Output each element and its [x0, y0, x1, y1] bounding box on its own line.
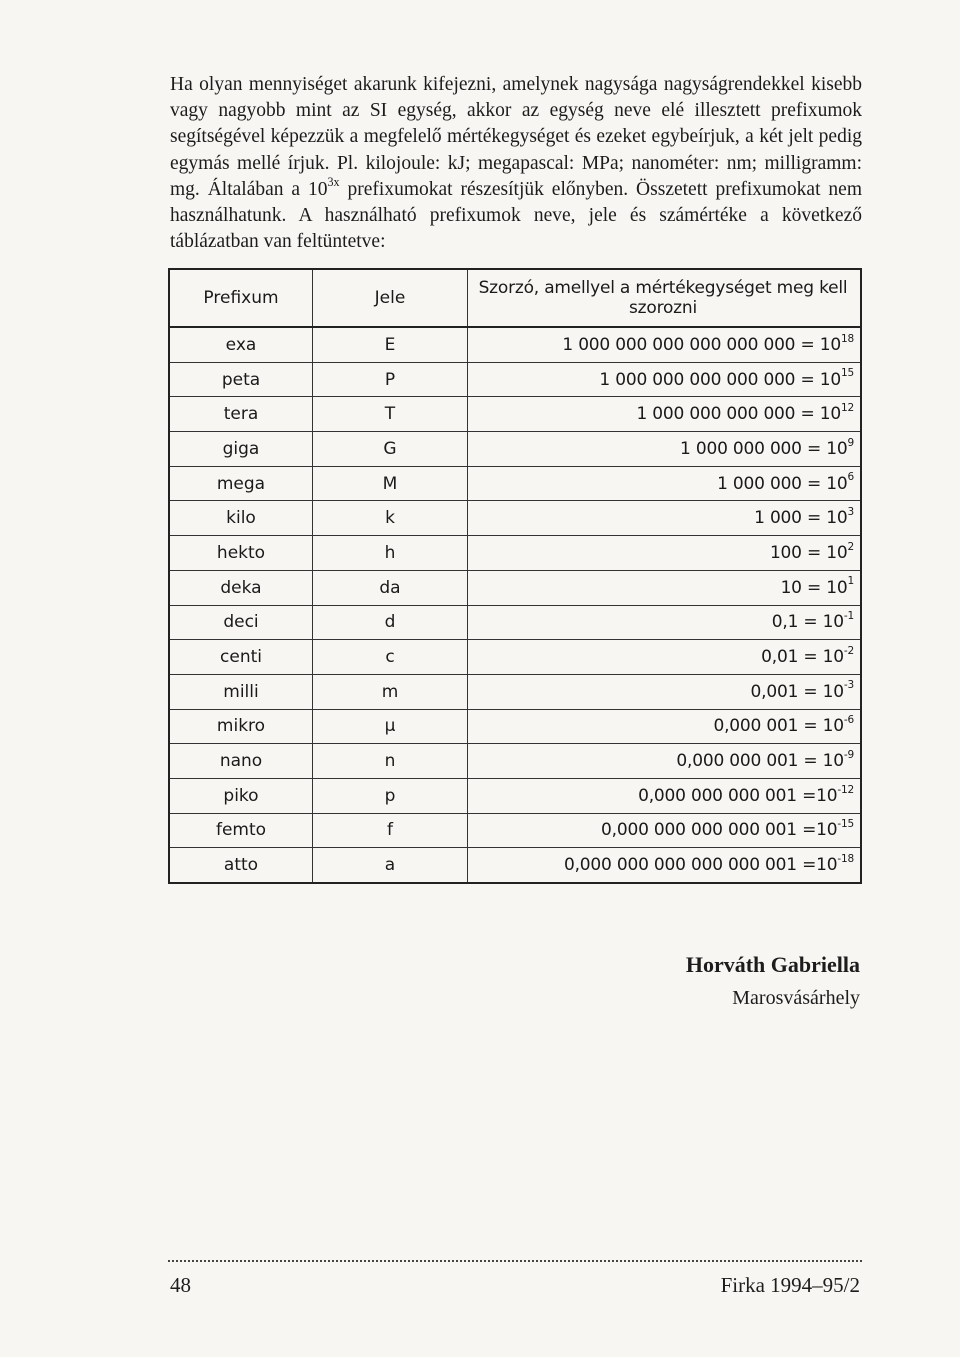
prefix-multiplier — [468, 501, 862, 536]
multiplier-value: 10 = 10 — [780, 577, 848, 598]
prefix-symbol: μ — [313, 709, 468, 744]
prefix-name: giga — [169, 432, 313, 467]
prefix-multiplier — [468, 709, 862, 744]
multiplier-value: 0,000 000 000 000 001 =10 — [601, 820, 838, 841]
multiplier-value: 0,1 = 10 — [771, 612, 844, 633]
table-header-row — [169, 269, 861, 327]
prefix-name: deka — [169, 570, 313, 605]
prefix-name: hekto — [169, 536, 313, 571]
prefix-name: mikro — [169, 709, 313, 744]
table-row — [169, 362, 861, 397]
prefix-symbol: f — [313, 813, 468, 848]
multiplier-value: 0,01 = 10 — [761, 647, 844, 668]
prefix-symbol: k — [313, 501, 468, 536]
prefix-name: peta — [169, 362, 313, 397]
prefix-name: exa — [169, 327, 313, 362]
prefix-symbol: c — [313, 640, 468, 675]
multiplier-value: 100 = 10 — [769, 542, 848, 563]
table-row — [169, 848, 861, 883]
table-row — [169, 501, 861, 536]
multiplier-value: 1 000 = 10 — [754, 508, 848, 529]
multiplier-value: 1 000 000 000 000 000 = 10 — [599, 369, 841, 390]
intro-exponent: 3x — [327, 174, 340, 189]
prefix-multiplier — [468, 536, 862, 571]
header-symbol: Jele — [313, 269, 468, 327]
multiplier-exponent: 15 — [840, 367, 854, 380]
multiplier-value: 0,000 001 = 10 — [713, 716, 844, 737]
multiplier-value: 1 000 000 000 000 000 000 = 10 — [562, 334, 841, 355]
prefix-name: centi — [169, 640, 313, 675]
multiplier-value: 1 000 000 000 = 10 — [680, 438, 848, 459]
multiplier-exponent: 12 — [840, 401, 854, 414]
multiplier-exponent: -12 — [837, 783, 854, 796]
multiplier-exponent: -6 — [843, 714, 854, 727]
multiplier-exponent: 6 — [847, 471, 854, 484]
footer-divider — [168, 1260, 862, 1262]
multiplier-exponent: 2 — [847, 540, 854, 553]
table-row — [169, 744, 861, 779]
multiplier-exponent: -2 — [843, 644, 854, 657]
prefix-multiplier — [468, 674, 862, 709]
prefix-name: kilo — [169, 501, 313, 536]
table-row — [169, 709, 861, 744]
table-row — [169, 813, 861, 848]
prefix-multiplier — [468, 466, 862, 501]
multiplier-exponent: 3 — [847, 506, 854, 519]
multiplier-value: 0,000 000 000 001 =10 — [638, 785, 838, 806]
page-number: 48 — [170, 1273, 191, 1297]
table-row — [169, 536, 861, 571]
prefix-symbol: m — [313, 674, 468, 709]
multiplier-exponent: -3 — [843, 679, 854, 692]
prefix-name: mega — [169, 466, 313, 501]
prefix-name: femto — [169, 813, 313, 848]
prefix-name: tera — [169, 397, 313, 432]
prefix-name: atto — [169, 848, 313, 883]
prefix-symbol: P — [313, 362, 468, 397]
prefix-multiplier — [468, 362, 862, 397]
header-multiplier: Szorzó, amellyel a mértékegységet meg kell szorozni — [468, 269, 862, 327]
prefix-symbol: E — [313, 327, 468, 362]
multiplier-exponent: 9 — [847, 436, 854, 449]
prefix-multiplier — [468, 640, 862, 675]
prefix-symbol: d — [313, 605, 468, 640]
prefix-name: piko — [169, 778, 313, 813]
multiplier-value: 1 000 000 = 10 — [717, 473, 848, 494]
prefix-multiplier — [468, 744, 862, 779]
prefix-name: milli — [169, 674, 313, 709]
prefix-symbol: da — [313, 570, 468, 605]
prefix-symbol: p — [313, 778, 468, 813]
intro-text-main: Ha olyan mennyiséget akarunk kifejezni, amelynek nagysága nagyságrendekkel kisebb vagy nagyobb mint az SI egység, akkor az egység neve elé illesztett prefixumok segítségével képezzük a megfelelő mértékegységet és ezeket egybeírjuk, a két jelt pedig egymás mellé írjuk. Pl. kilojoule: kJ; megapascal: MPa; nanométer: nm; milligramm: mg. Általában a 10 — [170, 74, 862, 200]
multiplier-exponent: -9 — [843, 748, 854, 761]
table-row — [169, 466, 861, 501]
header-prefix: Prefixum — [169, 269, 313, 327]
multiplier-value: 0,000 000 001 = 10 — [676, 751, 844, 772]
author-name: Horváth Gabriella — [685, 952, 860, 977]
table-body — [169, 327, 861, 883]
table-row — [169, 570, 861, 605]
prefix-table — [168, 268, 862, 884]
multiplier-value: 1 000 000 000 000 = 10 — [636, 404, 841, 425]
prefix-symbol: G — [313, 432, 468, 467]
prefix-multiplier — [468, 432, 862, 467]
journal-name: Firka 1994–95/2 — [720, 1273, 860, 1297]
prefix-multiplier — [468, 605, 862, 640]
prefix-multiplier — [468, 397, 862, 432]
prefix-symbol: a — [313, 848, 468, 883]
prefix-symbol: M — [313, 466, 468, 501]
table-row — [169, 327, 861, 362]
prefix-symbol: h — [313, 536, 468, 571]
table-row — [169, 397, 861, 432]
prefix-multiplier — [468, 327, 862, 362]
prefix-name: nano — [169, 744, 313, 779]
table-row — [169, 432, 861, 467]
table-row — [169, 674, 861, 709]
multiplier-value: 0,000 000 000 000 000 001 =10 — [563, 855, 838, 876]
author-city: Marosvásárhely — [732, 987, 860, 1009]
multiplier-exponent: -1 — [843, 610, 854, 623]
multiplier-exponent: 1 — [847, 575, 854, 588]
intro-paragraph — [170, 72, 862, 255]
prefix-symbol: n — [313, 744, 468, 779]
table-row — [169, 640, 861, 675]
intro-text-end: prefixumokat részesítjük előnyben. Összetett prefixumokat nem használhatunk. A használható prefixumok neve, jele és számértéke a következő táblázatban van feltüntetve: — [170, 178, 862, 253]
prefix-multiplier — [468, 813, 862, 848]
multiplier-exponent: -18 — [837, 852, 854, 865]
prefix-multiplier — [468, 848, 862, 883]
prefix-multiplier — [468, 570, 862, 605]
multiplier-exponent: -15 — [837, 818, 854, 831]
table-row — [169, 778, 861, 813]
prefix-multiplier — [468, 778, 862, 813]
multiplier-exponent: 18 — [840, 332, 854, 345]
prefix-symbol: T — [313, 397, 468, 432]
multiplier-value: 0,001 = 10 — [750, 681, 844, 702]
table-row — [169, 605, 861, 640]
prefix-name: deci — [169, 605, 313, 640]
